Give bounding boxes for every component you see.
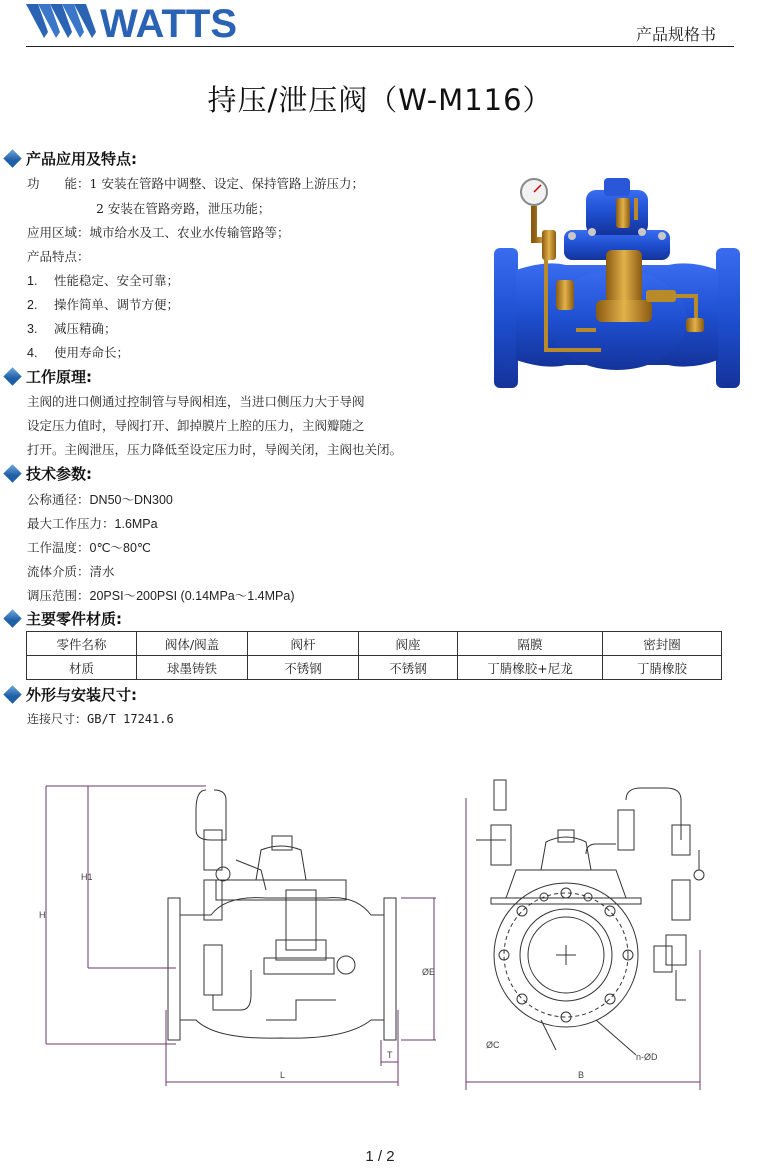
- principle-line: 打开。主阀泄压，压力降低至设定压力时，导阀关闭，主阀也关闭。: [27, 442, 403, 457]
- table-cell: 密封圈: [603, 632, 722, 656]
- dim-label-H: H: [39, 910, 46, 920]
- dim-label-OE: ØE: [422, 967, 436, 977]
- spec-item: 工作温度：0℃～80℃: [27, 540, 151, 555]
- section-heading-specs: 技术参数:: [4, 463, 92, 483]
- table-cell: 不锈钢: [359, 656, 458, 680]
- principle-line: 主阀的进口侧通过控制管与导阀相连，当进口侧压力大于导阀: [27, 394, 365, 409]
- spec-item: 流体介质：清水: [27, 564, 115, 579]
- diamond-bullet-icon: [3, 685, 21, 703]
- dim-label-OC: ØC: [486, 1040, 500, 1050]
- application-area: 应用区域：城市给水及工、农业水传输管路等；: [27, 225, 290, 240]
- watts-logo: [26, 2, 252, 40]
- section-heading-features: 产品应用及特点:: [4, 148, 137, 168]
- diamond-bullet-icon: [3, 149, 21, 167]
- function-line-2: 2 安装在管路旁路，泄压功能；: [96, 201, 271, 216]
- table-cell: 丁腈橡胶+尼龙: [458, 656, 603, 680]
- valve-product-image: [486, 170, 748, 398]
- table-cell: 不锈钢: [248, 656, 359, 680]
- logo-text: WATTS: [100, 2, 238, 40]
- header-divider: [26, 46, 734, 47]
- spec-item: 调压范围：20PSI～200PSI (0.14MPa～1.4MPa): [27, 588, 295, 603]
- table-cell: 阀体/阀盖: [137, 632, 248, 656]
- feature-item: 1. 性能稳定、安全可靠；: [27, 273, 180, 288]
- diamond-bullet-icon: [3, 367, 21, 385]
- diamond-bullet-icon: [3, 464, 21, 482]
- dimension-drawing: [36, 770, 736, 1100]
- connection-standard: 连接尺寸：GB/T 17241.6: [27, 712, 174, 726]
- section-heading-principle: 工作原理:: [4, 366, 92, 386]
- table-cell: 阀座: [359, 632, 458, 656]
- dim-label-L: L: [280, 1070, 286, 1080]
- page-title: 持压/泄压阀（W-M116）: [207, 83, 553, 117]
- spec-item: 最大工作压力：1.6MPa: [27, 516, 158, 531]
- table-cell: 隔膜: [458, 632, 603, 656]
- dim-label-B: B: [578, 1070, 585, 1080]
- table-cell: 丁腈橡胶: [603, 656, 722, 680]
- table-cell: 球墨铸铁: [137, 656, 248, 680]
- page-number: 1 / 2: [365, 1148, 395, 1165]
- feature-item: 2. 操作简单、调节方便；: [27, 297, 180, 312]
- spec-item: 公称通径：DN50～DN300: [27, 492, 173, 507]
- materials-table: [26, 631, 722, 680]
- dim-label-H1: H1: [81, 872, 93, 882]
- feature-item: 4. 使用寿命长；: [27, 345, 130, 360]
- table-row: [27, 656, 722, 680]
- table-cell: 阀杆: [248, 632, 359, 656]
- features-label: 产品特点：: [27, 249, 90, 264]
- section-heading-dimensions: 外形与安装尺寸:: [4, 684, 137, 704]
- table-header-row: [27, 632, 722, 656]
- dim-label-T: T: [387, 1050, 393, 1060]
- dim-label-nOD: n-ØD: [636, 1052, 658, 1062]
- diamond-bullet-icon: [3, 609, 21, 627]
- function-line-1: 功 能：1 安装在管路中调整、设定、保持管路上游压力；: [27, 176, 364, 191]
- feature-item: 3. 减压精确；: [27, 321, 117, 336]
- principle-line: 设定压力值时，导阀打开、卸掉膜片上腔的压力，主阀瓣随之: [27, 418, 365, 433]
- document-type: 产品规格书: [635, 25, 716, 44]
- table-cell: 材质: [27, 656, 137, 680]
- table-cell: 零件名称: [27, 632, 137, 656]
- section-heading-materials: 主要零件材质:: [4, 608, 122, 628]
